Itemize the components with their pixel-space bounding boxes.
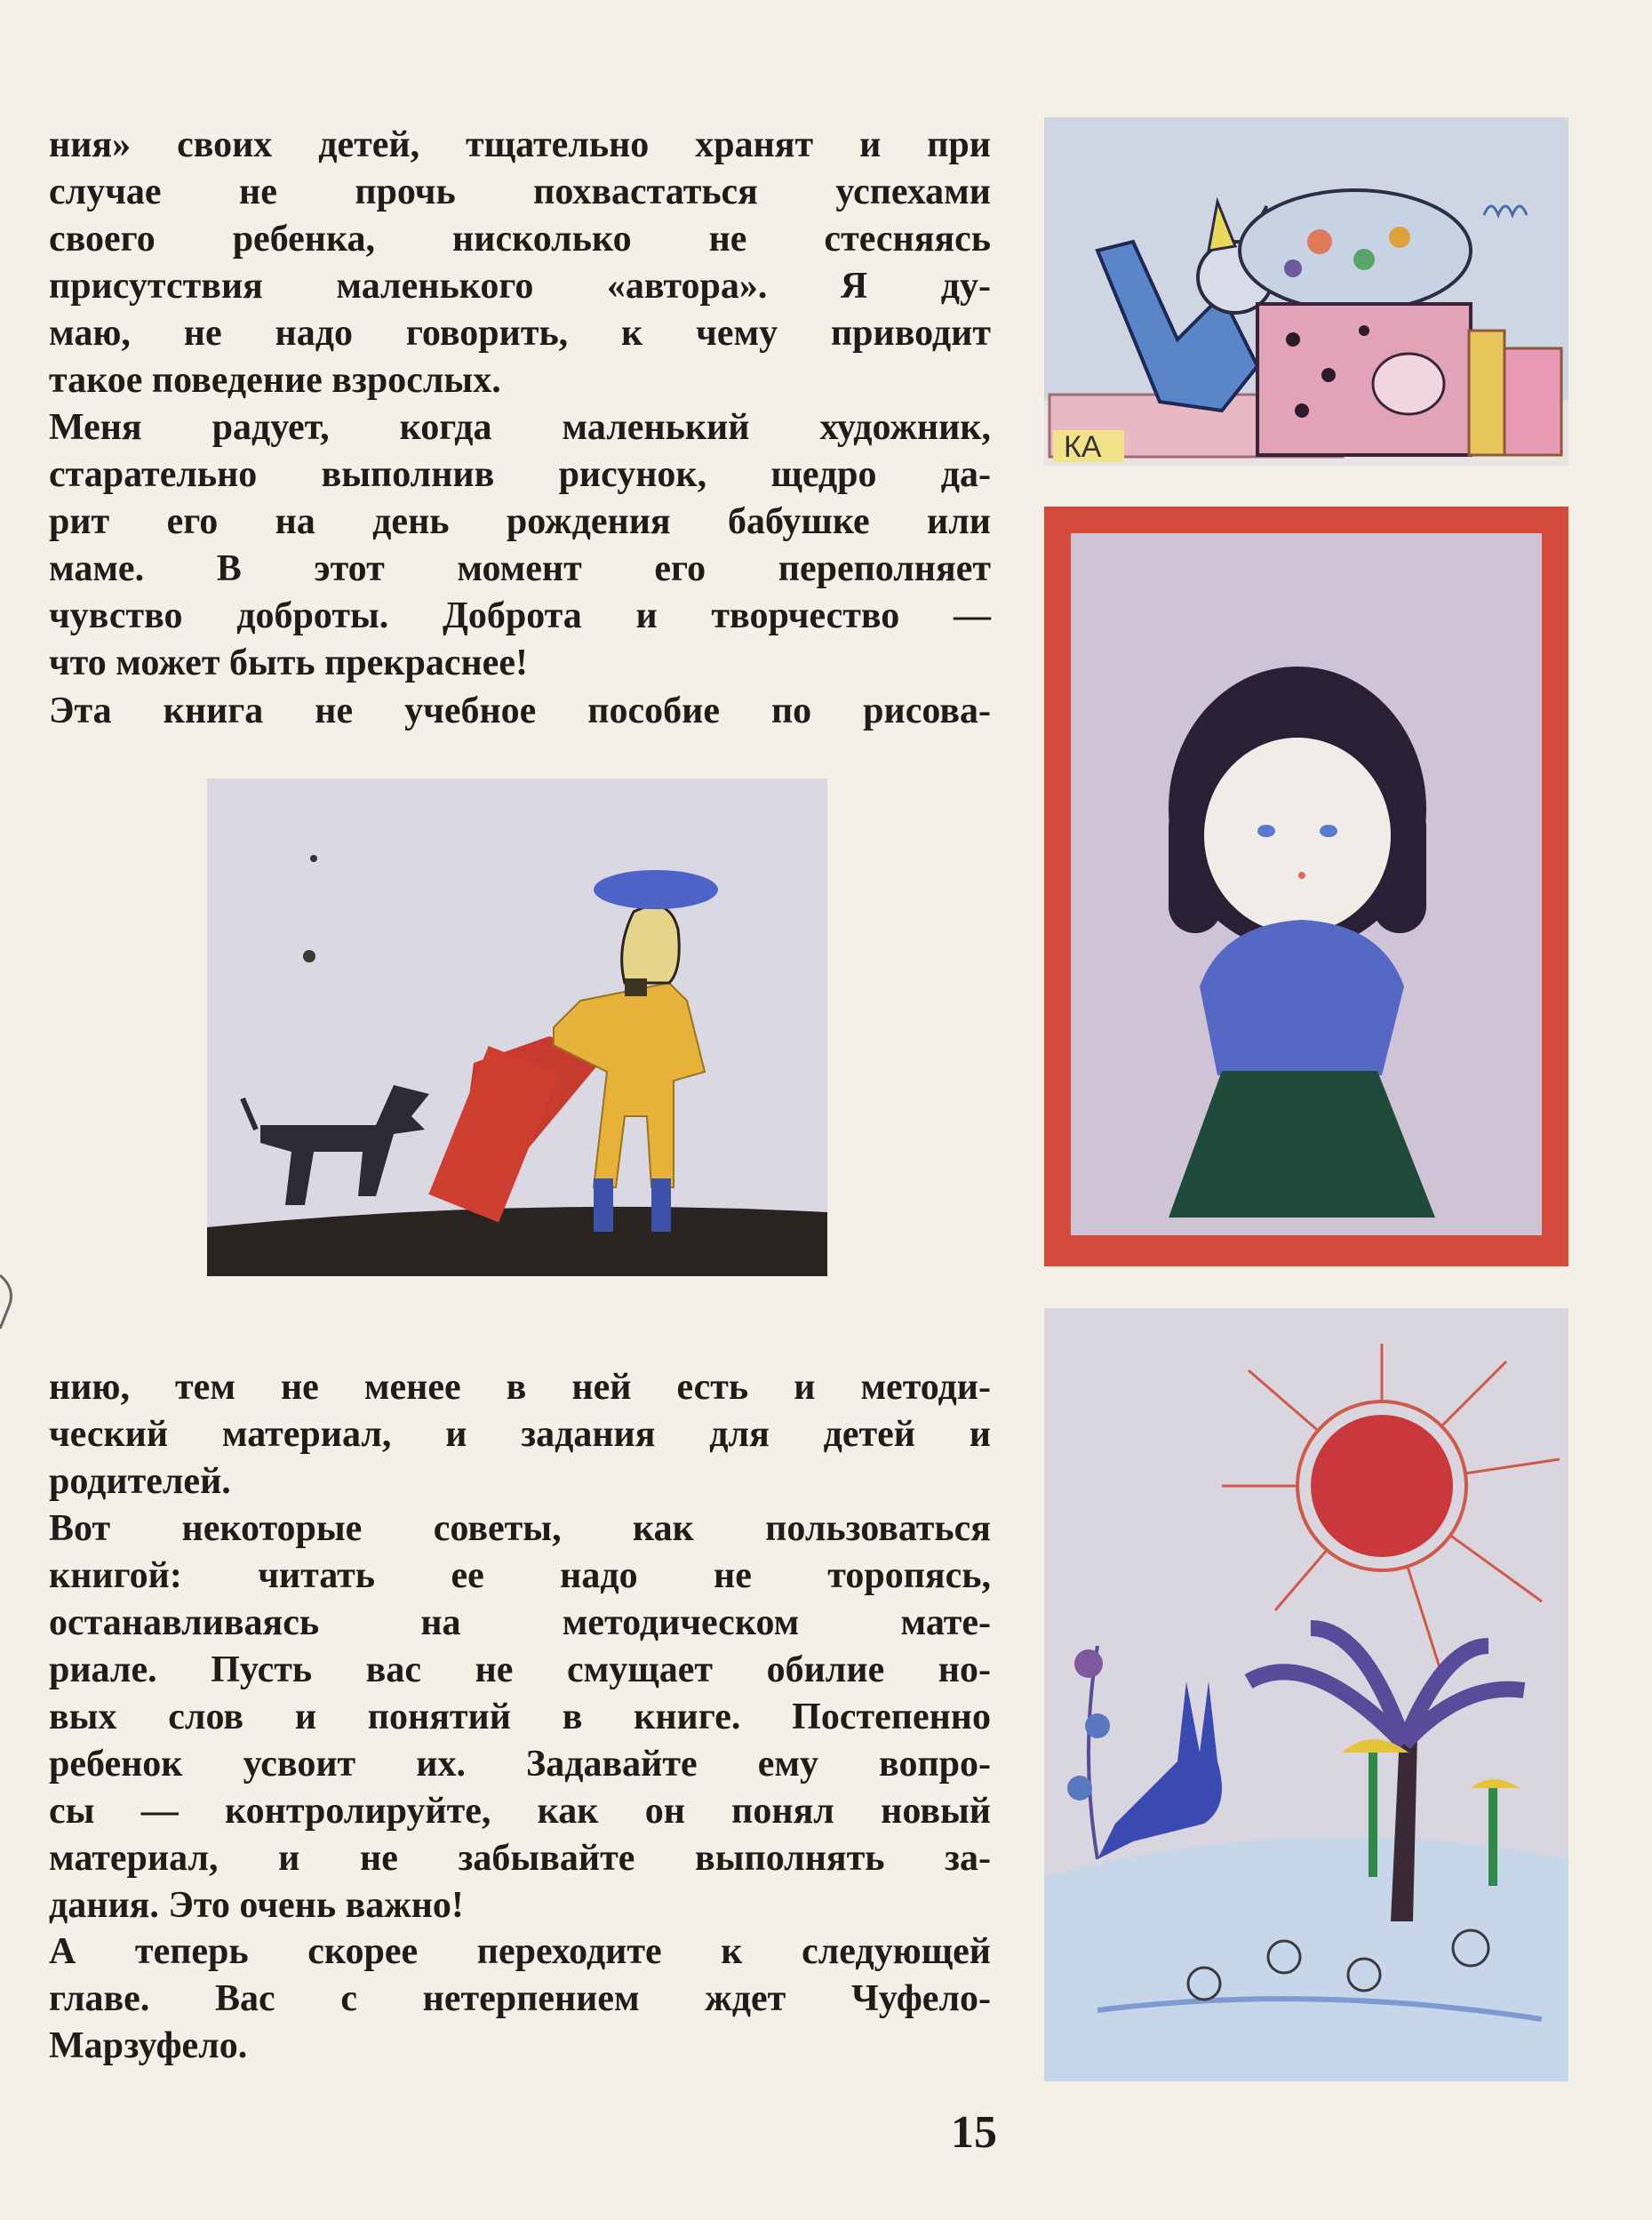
text-line: нию, тем не менее в ней есть и методи-	[49, 1367, 991, 1408]
text-line: останавливаясь на методическом мате-	[49, 1602, 991, 1643]
text-line: такое поведение взрослых.	[49, 360, 501, 401]
paragraph-4	[49, 1364, 991, 1505]
text-line: риале. Пусть вас не смущает обилие но-	[49, 1649, 991, 1690]
text-line: родителей.	[49, 1461, 231, 1502]
text-line: ческий материал, и задания для детей и	[49, 1414, 991, 1455]
drawing-signature: КА	[1064, 430, 1102, 464]
paragraph-6	[49, 1929, 991, 2070]
text-line: рит его на день рождения бабушке или	[49, 501, 991, 542]
paragraph-3	[49, 688, 991, 735]
text-line: случае не прочь похвастаться успехами	[49, 172, 991, 212]
page-number: 15	[951, 2107, 997, 2158]
drawing-sun-and-tree	[1044, 1308, 1568, 2081]
text-line: ния» своих детей, тщательно хранят и при	[49, 124, 991, 165]
drawing-cat-and-boxes	[1044, 117, 1568, 466]
paragraph-2	[49, 404, 991, 687]
text-line: старательно выполнив рисунок, щедро да-	[49, 454, 991, 495]
paragraph-1	[49, 122, 991, 404]
text-line: Меня радует, когда маленький художник,	[49, 407, 991, 448]
text-line: вых слов и понятий в книге. Постепенно	[49, 1697, 991, 1737]
text-line: Эта книга не учебное пособие по рисова-	[49, 691, 991, 731]
text-line: материал, и не забывайте выполнять за-	[49, 1838, 991, 1879]
text-line: что может быть прекраснее!	[49, 643, 528, 683]
text-line: Марзуфело.	[49, 2025, 248, 2066]
text-line: маме. В этот момент его переполняет	[49, 548, 991, 589]
text-line: маю, не надо говорить, к чему приводит	[49, 313, 991, 354]
drawing-girl-portrait	[1044, 507, 1568, 1266]
text-line: чувство доброты. Доброта и творчество —	[49, 595, 991, 636]
paragraph-5	[49, 1505, 991, 1929]
text-line: сы — контролируйте, как он понял новый	[49, 1791, 991, 1832]
text-line: ребенок усвоит их. Задавайте ему вопро-	[49, 1744, 991, 1785]
drawing-man-with-suitcase-and-dog	[207, 779, 827, 1276]
text-line: дания. Это очень важно!	[49, 1885, 464, 1926]
text-line: А теперь скорее переходите к следующей	[49, 1931, 991, 1972]
text-line: Вот некоторые советы, как пользоваться	[49, 1508, 991, 1549]
text-line: книгой: читать ее надо не торопясь,	[49, 1555, 991, 1596]
text-line: присутствия маленького «автора». Я ду-	[49, 266, 991, 307]
page-edge-mark	[0, 1271, 18, 1338]
text-line: главе. Вас с нетерпением ждет Чуфело-	[49, 1978, 991, 2019]
text-line: своего ребенка, нисколько не стесняясь	[49, 219, 991, 260]
